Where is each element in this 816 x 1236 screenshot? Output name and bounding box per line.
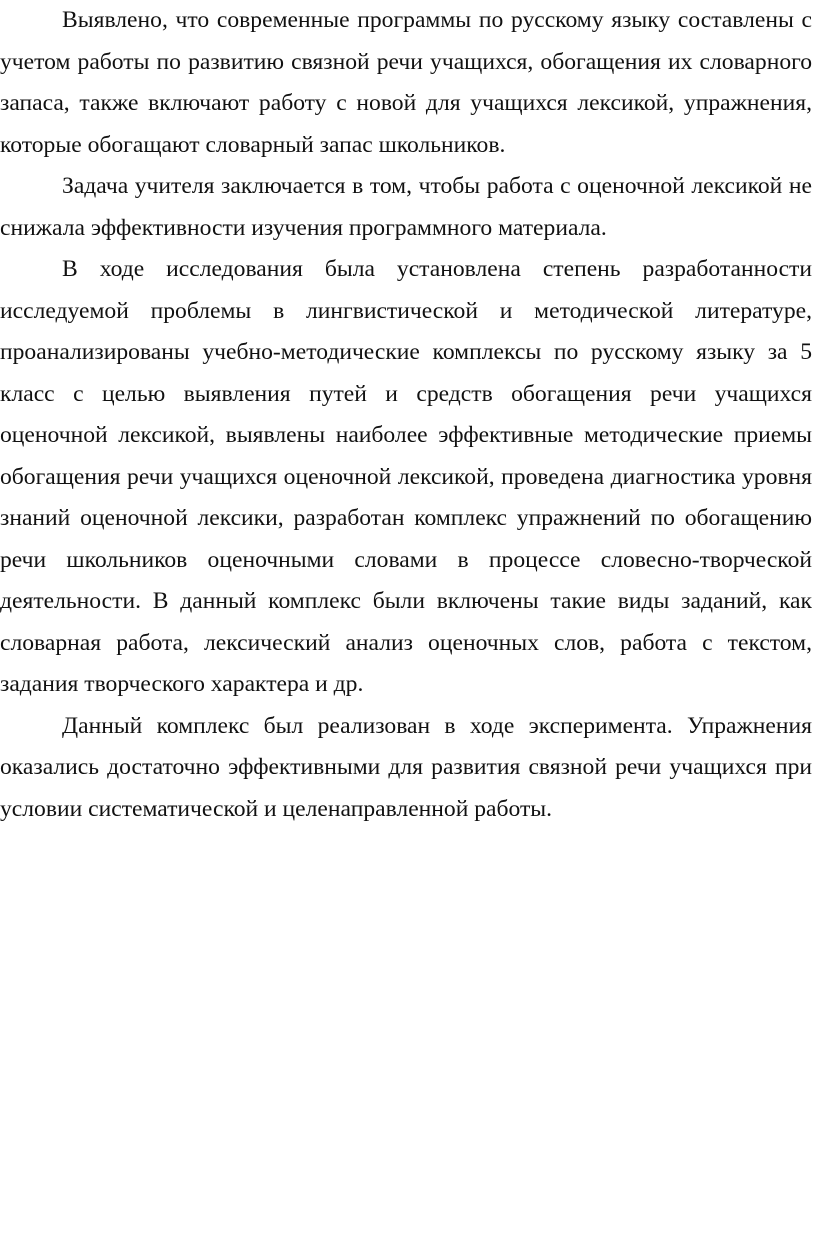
paragraph-4: Данный комплекс был реализован в ходе эксперимента. Упражнения оказались достаточно эффективными для развития связной речи учащихся при условии систематической и целенаправленной работы.	[0, 712, 812, 822]
paragraph-3: В ходе исследования была установлена степень разработанности исследуемой проблемы в лингвистической и методической литературе, проанализированы учебно-методические комплексы по русскому языку за 5 класс с целью выявления путей и средств обогащения речи учащихся оценочной лексикой, выявлены наиболее эффективные методические приемы обогащения речи учащихся оценочной лексикой, проведена диагностика уровня знаний оценочной лексики, разработан комплекс упражнений по обогащению речи школьников оценочными словами в процессе словесно-творческой деятельности. В данный комплекс были включены такие виды заданий, как словарная работа, лексический анализ оценочных слов, работа с текстом, задания творческого характера и др.	[0, 256, 812, 697]
paragraph-1: Выявлено, что современные программы по русскому языку составлены с учетом работы по развитию связной речи учащихся, обогащения их словарного запаса, также включают работу с новой для учащихся лексикой, упражнения, которые обогащают словарный запас школьников.	[0, 7, 812, 158]
paragraph-2: Задача учителя заключается в том, чтобы работа с оценочной лексикой не снижала эффективности изучения программного материала.	[0, 173, 812, 241]
